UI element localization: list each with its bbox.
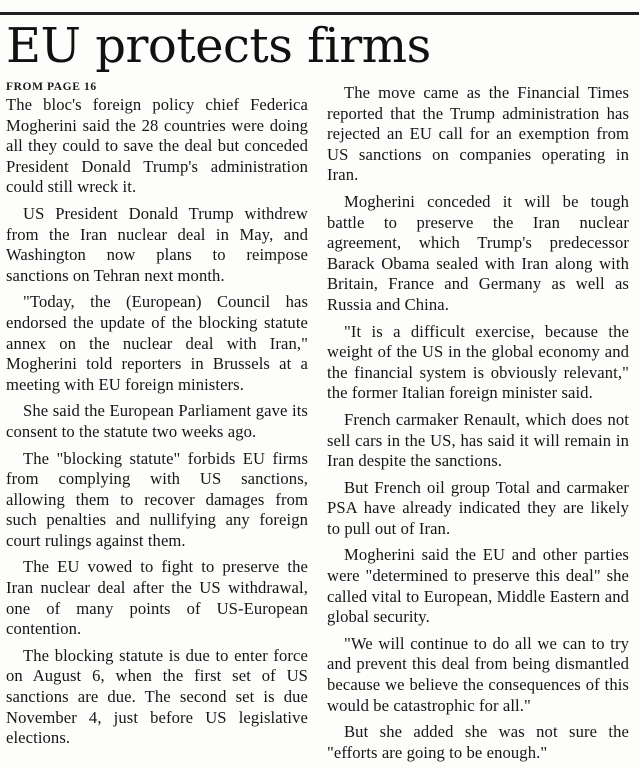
paragraph: The move came as the Financial Times reported that the Trump administration has rejected an EU call for an exemption from US sanctions on companies operating in Iran. xyxy=(327,83,629,185)
paragraph: The bloc's foreign policy chief Federica Mogherini said the 28 countries were doing all they could to save the deal but conceded President Donald Trump's administration could still wreck it. xyxy=(6,95,308,197)
paragraph: Mogherini conceded it will be tough battle to preserve the Iran nuclear agreement, which Trump's predecessor Barack Obama sealed with Iran along with Britain, France and Germany as well as Russia and China. xyxy=(327,191,629,314)
paragraph: She said the European Parliament gave its consent to the statute two weeks ago. xyxy=(6,401,308,441)
top-rule xyxy=(0,12,639,15)
right-column xyxy=(327,80,629,769)
paragraph: French carmaker Renault, which does not sell cars in the US, has said it will remain in Iran despite the sanctions. xyxy=(327,409,629,471)
paragraph: The blocking statute is due to enter force on August 6, when the first set of US sanctions are due. The second set is due November 4, just before US legislative elections. xyxy=(6,645,308,748)
paragraph: US President Donald Trump withdrew from the Iran nuclear deal in May, and Washington now plans to reimpose sanctions on Tehran next month. xyxy=(6,203,308,285)
paragraph: The "blocking statute" forbids EU firms from complying with US sanctions, allowing them to recover damages from such penalties and nullifying any foreign court rulings against them. xyxy=(6,448,308,550)
headline: EU protects firms xyxy=(6,18,431,74)
paragraph: But French oil group Total and carmaker PSA have already indicated they are likely to pull out of Iran. xyxy=(327,477,629,538)
paragraph: "It is a difficult exercise, because the weight of the US in the global economy and the financial system is obviously relevant," the former Italian foreign minister said. xyxy=(327,321,629,403)
paragraph: Mogherini said the EU and other parties were "determined to preserve this deal" she called vital to European, Middle Eastern and global security. xyxy=(327,545,629,627)
paragraph: "We will continue to do all we can to try and prevent this deal from being dismantled because we believe the consequences of this would be catastrophic for all." xyxy=(327,633,629,715)
kicker: FROM PAGE 16 xyxy=(6,81,97,93)
paragraph: "Today, the (European) Council has endorsed the update of the blocking statute annex on the nuclear deal with Iran," Mogherini told reporters in Brussels at a meeting with EU foreign ministers. xyxy=(6,292,308,394)
paragraph: But she added she was not sure the "efforts are going to be enough." xyxy=(327,722,629,762)
paragraph: The EU vowed to fight to preserve the Iran nuclear deal after the US withdrawal, one of many points of US-European contention. xyxy=(6,557,308,639)
left-column xyxy=(6,80,308,755)
article-body xyxy=(0,80,639,762)
